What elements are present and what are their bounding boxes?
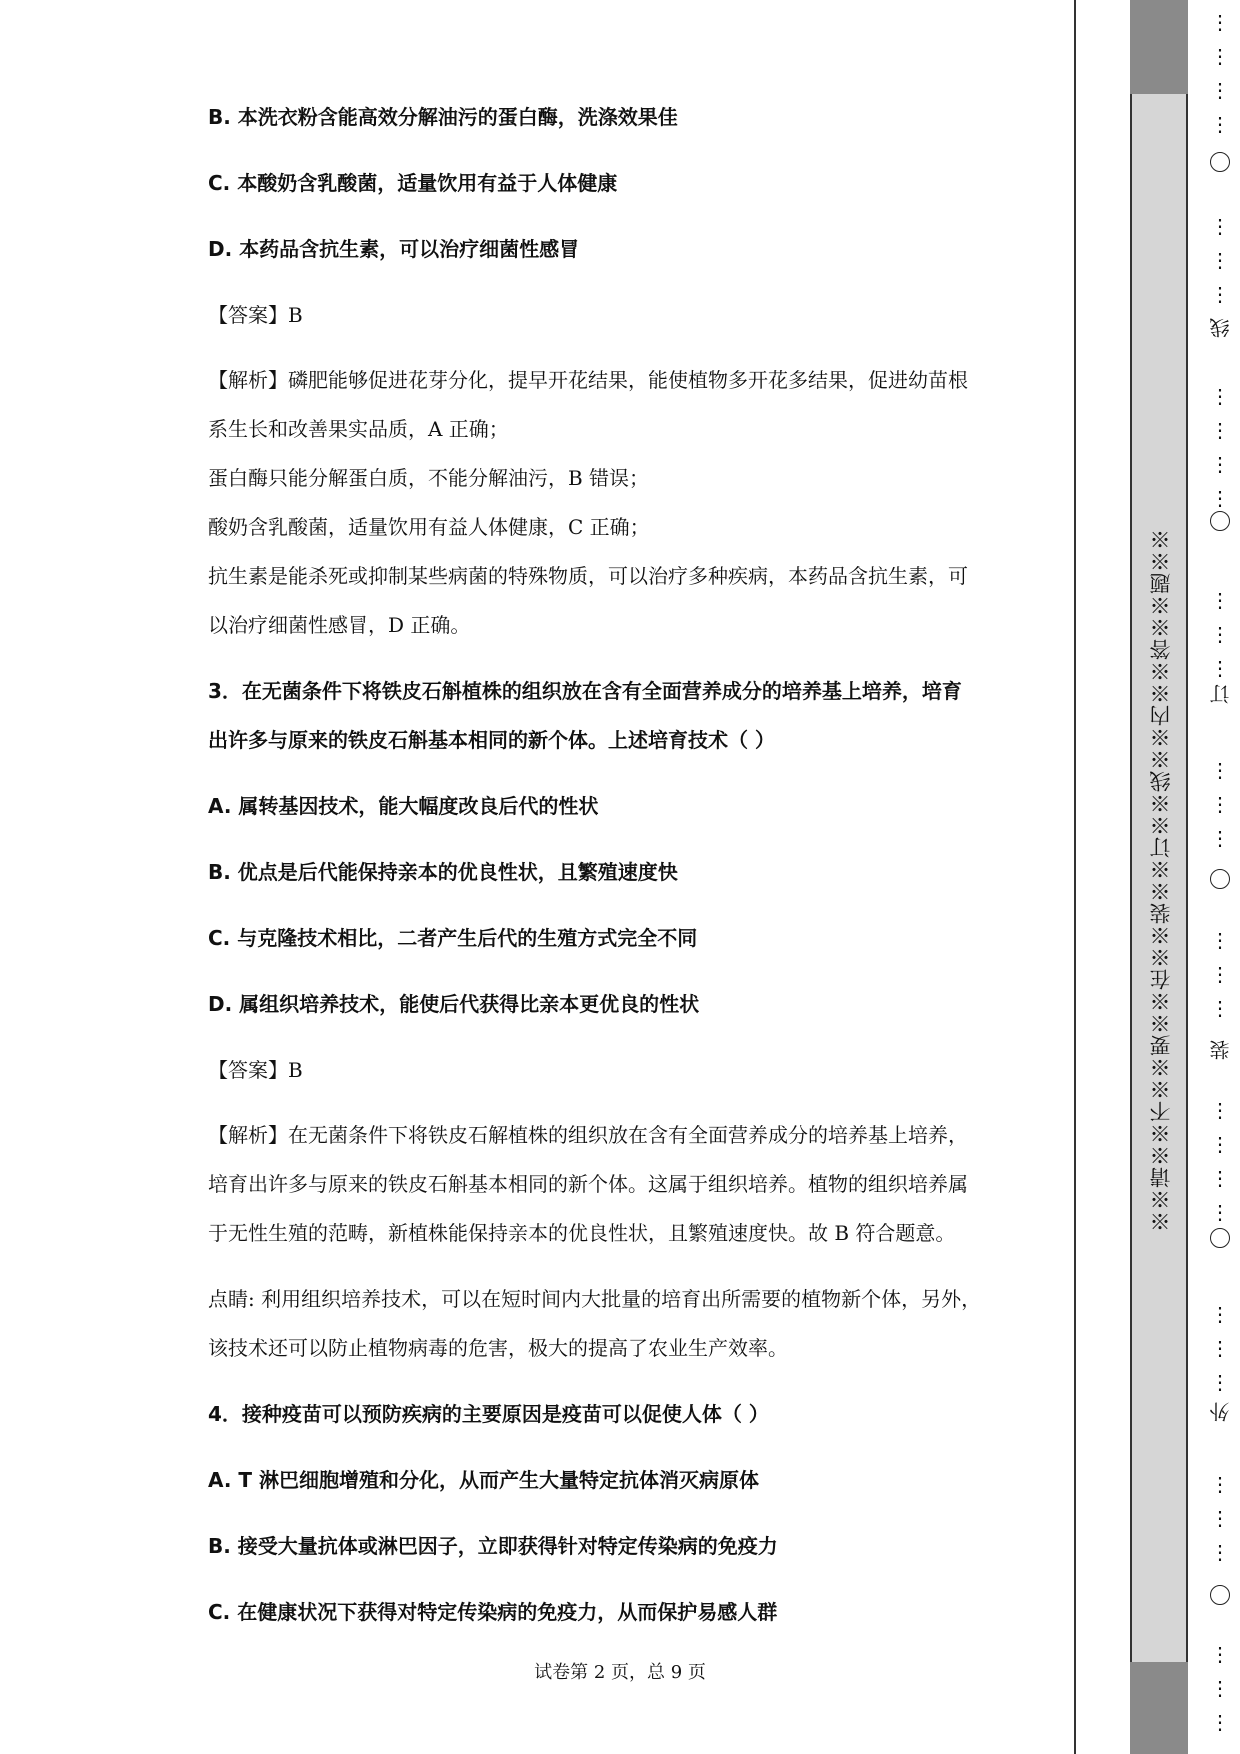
- option-a-q3: A. 属转基因技术，能大幅度改良后代的性状: [208, 794, 599, 818]
- cut-line-dots: ⋮: [1210, 758, 1230, 782]
- analysis-line: 系生长和改善果实品质，A 正确；: [208, 417, 509, 441]
- cut-line-dots: ⋮: [1210, 996, 1230, 1020]
- binding-hole-icon: [1210, 511, 1230, 531]
- cut-line-dots: ⋮: [1210, 452, 1230, 476]
- cut-line-dots: ⋮: [1210, 384, 1230, 408]
- analysis-line: 于无性生殖的范畴，新植株能保持亲本的优良性状，且繁殖速度快。故 B 符合题意。: [208, 1221, 956, 1245]
- binding-gray-top: [1130, 0, 1188, 94]
- cut-line-dots: ⋮: [1210, 1642, 1230, 1666]
- option-c-q3: C. 与克隆技术相比，二者产生后代的生殖方式完全不同: [208, 926, 698, 950]
- cut-line-dots: ⋮: [1210, 1336, 1230, 1360]
- analysis-line: 【解析】在无菌条件下将铁皮石解植株的组织放在含有全面营养成分的培养基上培养，: [208, 1123, 968, 1147]
- cut-line-dots: ⋮: [1210, 1166, 1230, 1190]
- option-b-q4: B. 接受大量抗体或淋巴因子，立即获得针对特定传染病的免疫力: [208, 1534, 778, 1558]
- option-a-q4: A. T 淋巴细胞增殖和分化，从而产生大量特定抗体消灭病原体: [208, 1468, 760, 1492]
- analysis-line: 【解析】磷肥能够促进花芽分化，提早开花结果，能使植物多开花多结果，促进幼苗根: [208, 368, 968, 392]
- question-3-cont: 出许多与原来的铁皮石斛基本相同的新个体。上述培育技术（ ）: [208, 728, 775, 752]
- cut-line-mark: 订: [1209, 684, 1233, 704]
- cut-line-dots: ⋮: [1210, 418, 1230, 442]
- cut-line-dots: ⋮: [1210, 622, 1230, 646]
- cut-line-dots: ⋮: [1210, 282, 1230, 306]
- cut-line-dots: ⋮: [1210, 112, 1230, 136]
- cut-line-dots: ⋮: [1210, 214, 1230, 238]
- cut-line-dots: ⋮: [1210, 1710, 1230, 1734]
- cut-line-dots: ⋮: [1210, 1132, 1230, 1156]
- cut-line-dots: ⋮: [1210, 78, 1230, 102]
- cut-line-dots: ⋮: [1210, 588, 1230, 612]
- option-b-q3: B. 优点是后代能保持亲本的优良性状，且繁殖速度快: [208, 860, 678, 884]
- cut-line-dots: ⋮: [1210, 656, 1230, 680]
- answer-q3: 【答案】B: [208, 1058, 303, 1082]
- tip-line: 该技术还可以防止植物病毒的危害，极大的提高了农业生产效率。: [208, 1336, 788, 1360]
- analysis-line: 蛋白酶只能分解蛋白质，不能分解油污，B 错误；: [208, 466, 650, 490]
- question-3: 3．在无菌条件下将铁皮石斛植株的组织放在含有全面营养成分的培养基上培养，培育: [208, 679, 962, 703]
- cut-line-mark: 外: [1209, 1402, 1233, 1422]
- cut-line-dots: ⋮: [1210, 792, 1230, 816]
- cut-line-dots: ⋮: [1210, 1472, 1230, 1496]
- cut-line-dots: ⋮: [1210, 1302, 1230, 1326]
- cut-line-dots: ⋮: [1210, 44, 1230, 68]
- cut-line-dots: ⋮: [1210, 826, 1230, 850]
- question-4: 4．接种疫苗可以预防疾病的主要原因是疫苗可以促使人体（ ）: [208, 1402, 769, 1426]
- option-b-q2: B. 本洗衣粉含能高效分解油污的蛋白酶，洗涤效果佳: [208, 105, 678, 129]
- cut-line-dots: ⋮: [1210, 1540, 1230, 1564]
- tip-line: 点睛: 利用组织培养技术，可以在短时间内大批量的培育出所需要的植物新个体，另外，: [208, 1287, 982, 1311]
- cut-line: [1206, 0, 1234, 1754]
- cut-line-dots: ⋮: [1210, 928, 1230, 952]
- cut-line-dots: ⋮: [1210, 1370, 1230, 1394]
- cut-line-dots: ⋮: [1210, 1506, 1230, 1530]
- cut-line-dots: ⋮: [1210, 486, 1230, 510]
- analysis-line: 酸奶含乳酸菌，适量饮用有益人体健康，C 正确；: [208, 515, 650, 539]
- binding-hole-icon: [1210, 1585, 1230, 1605]
- cut-line-dots: ⋮: [1210, 962, 1230, 986]
- cut-line-dots: ⋮: [1210, 1200, 1230, 1224]
- option-d-q2: D. 本药品含抗生素，可以治疗细菌性感冒: [208, 237, 580, 261]
- cut-line-mark: 线: [1209, 318, 1233, 338]
- option-c-q4: C. 在健康状况下获得对特定传染病的免疫力，从而保护易感人群: [208, 1600, 778, 1624]
- option-d-q3: D. 属组织培养技术，能使后代获得比亲本更优良的性状: [208, 992, 700, 1016]
- page-footer: 试卷第 2 页，总 9 页: [534, 1662, 706, 1683]
- analysis-line: 以治疗细菌性感冒，D 正确。: [208, 613, 471, 637]
- binding-hole-icon: [1210, 1228, 1230, 1248]
- binding-gray-bottom: [1130, 1662, 1188, 1754]
- binding-hole-icon: [1210, 152, 1230, 172]
- cut-line-dots: ⋮: [1210, 248, 1230, 272]
- answer-q2: 【答案】B: [208, 303, 303, 327]
- cut-line-mark: 装: [1209, 1040, 1233, 1060]
- cut-line-dots: ⋮: [1210, 10, 1230, 34]
- option-c-q2: C. 本酸奶含乳酸菌，适量饮用有益于人体健康: [208, 171, 618, 195]
- analysis-line: 培育出许多与原来的铁皮石斛基本相同的新个体。这属于组织培养。植物的组织培养属: [208, 1172, 968, 1196]
- binding-warning-text: ※※请※※不※※要※※在※※装※※订※※线※※内※※答※※题※※: [1149, 528, 1173, 1232]
- binding-hole-icon: [1210, 869, 1230, 889]
- cut-line-dots: ⋮: [1210, 1098, 1230, 1122]
- cut-line-dots: ⋮: [1210, 1676, 1230, 1700]
- analysis-line: 抗生素是能杀死或抑制某些病菌的特殊物质，可以治疗多种疾病，本药品含抗生素，可: [208, 564, 968, 588]
